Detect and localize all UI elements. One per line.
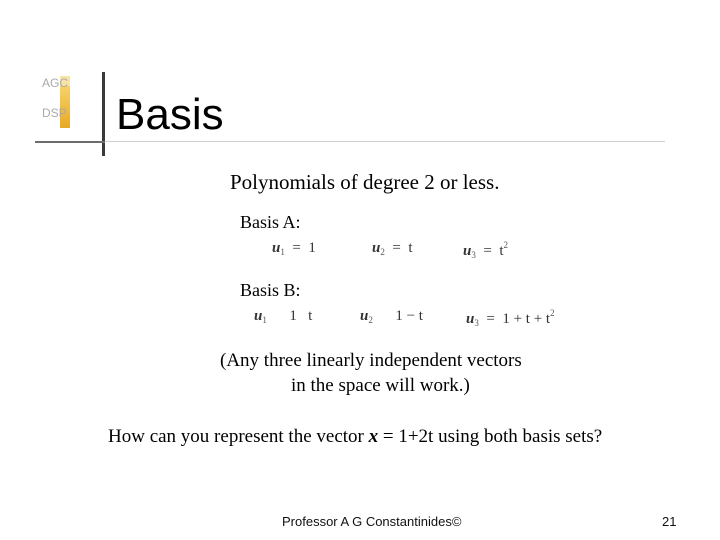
basis-a-u3-eq: = (483, 243, 492, 259)
basis-a-u2-value: t (408, 240, 413, 256)
agc-dsp-logo (36, 72, 82, 128)
note-line-1: (Any three linearly independent vectors (220, 350, 522, 371)
logo-text-agc: AGC (42, 76, 69, 90)
note-line-2: in the space will work.) (291, 375, 470, 396)
basis-a-u1-value: 1 (308, 240, 316, 256)
question (108, 426, 602, 448)
basis-b-u2-value: 1 − t (395, 308, 423, 324)
basis-a-u3-sub: 3 (471, 250, 476, 260)
basis-b-u1-var: u (254, 308, 263, 324)
basis-b-u1-value: 1 t (289, 308, 313, 324)
basis-b-u2 (360, 308, 423, 325)
basis-a-u1-var: u (272, 240, 281, 256)
basis-b-u3-eq: = (486, 311, 495, 327)
question-var: x (368, 426, 379, 447)
basis-b-u3-sub: 3 (474, 318, 479, 328)
question-before: How can you represent the vector (108, 426, 369, 447)
slide-title: Basis (116, 90, 224, 139)
header-vertical-rule (102, 72, 105, 156)
basis-b-u2-sub: 2 (368, 315, 373, 325)
heading: Polynomials of degree 2 or less. (230, 170, 500, 194)
basis-b-u3-var: u (466, 311, 475, 327)
basis-a-u1-eq: = (292, 240, 301, 256)
basis-a-u2 (372, 240, 412, 257)
basis-a-u3-sup: 2 (503, 240, 508, 250)
footer-author: Professor A G Constantinides© (282, 514, 462, 529)
basis-b-u3-value: 1 + t + t (502, 311, 551, 327)
basis-a-u3-var: u (463, 243, 472, 259)
basis-b-u1-sub: 1 (262, 315, 267, 325)
basis-a-u2-var: u (372, 240, 381, 256)
logo-text-dsp: DSP (42, 106, 67, 120)
header-rule-dark (35, 141, 105, 143)
basis-b-u2-var: u (360, 308, 369, 324)
basis-a-u3 (463, 240, 508, 260)
question-after: = 1+2t using both basis sets? (378, 426, 603, 447)
basis-a-u1 (272, 240, 316, 257)
footer-page-number: 21 (662, 514, 677, 529)
basis-a-label: Basis A: (240, 212, 301, 232)
basis-b-u3 (466, 308, 555, 328)
basis-a-u1-sub: 1 (280, 247, 285, 257)
basis-b-label: Basis B: (240, 280, 301, 300)
basis-a-u2-eq: = (392, 240, 401, 256)
basis-a-u3-value: t (499, 243, 504, 259)
basis-a-u2-sub: 2 (380, 247, 385, 257)
basis-b-u3-sup: 2 (550, 308, 555, 318)
basis-b-u1 (254, 308, 312, 325)
